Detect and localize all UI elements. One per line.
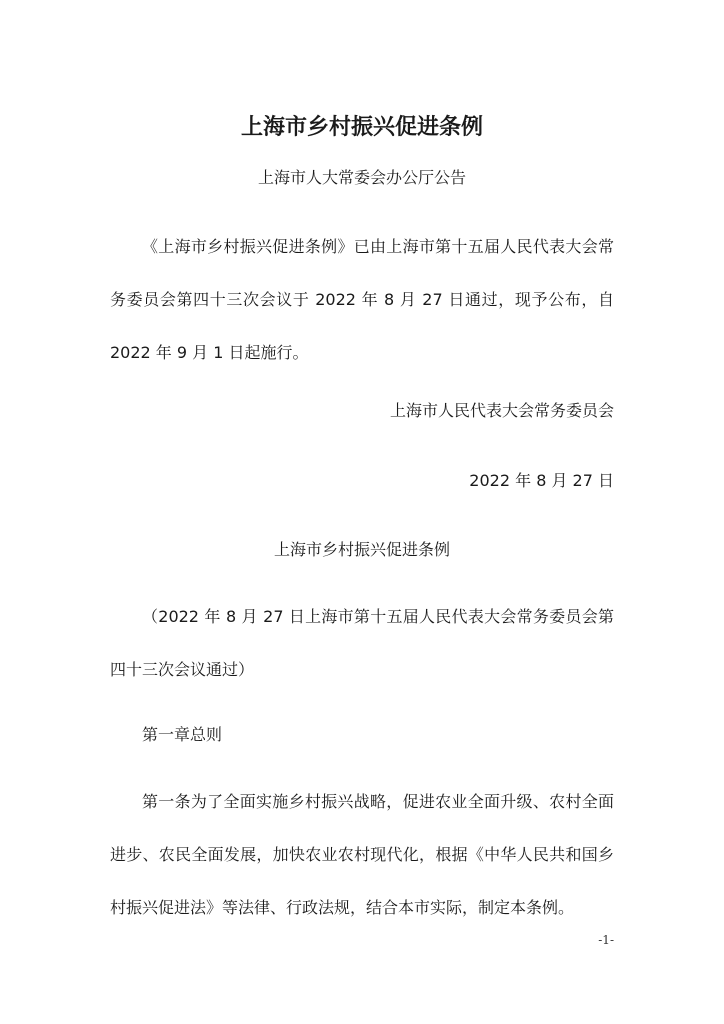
issuer-signature: 上海市人民代表大会常务委员会 <box>389 401 614 420</box>
page-number: -1- <box>598 933 614 947</box>
adoption-note: （2022 年 8 月 27 日上海市第十五届人民代表大会常务委员会第四十三次会议通过） <box>110 607 614 679</box>
document-title: 上海市乡村振兴促进条例 <box>240 114 483 140</box>
regulation-title: 上海市乡村振兴促进条例 <box>273 540 450 559</box>
issue-date: 2022 年 8 月 27 日 <box>469 471 614 490</box>
announcement-heading: 上海市人大常委会办公厅公告 <box>257 168 466 187</box>
chapter-heading: 第一章总则 <box>142 725 223 744</box>
article-paragraph: 第一条为了全面实施乡村振兴战略，促进农业全面升级、农村全面进步、农民全面发展，加快农业农村现代化，根据《中华人民共和国乡村振兴促进法》等法律、行政法规，结合本市实际，制定本条例。 <box>110 792 614 917</box>
announcement-paragraph: 《上海市乡村振兴促进条例》已由上海市第十五届人民代表大会常务委员会第四十三次会议于 2022 年 8 月 27 日通过，现予公布，自 2022 年 9 月 1 日起施行。 <box>110 237 614 362</box>
